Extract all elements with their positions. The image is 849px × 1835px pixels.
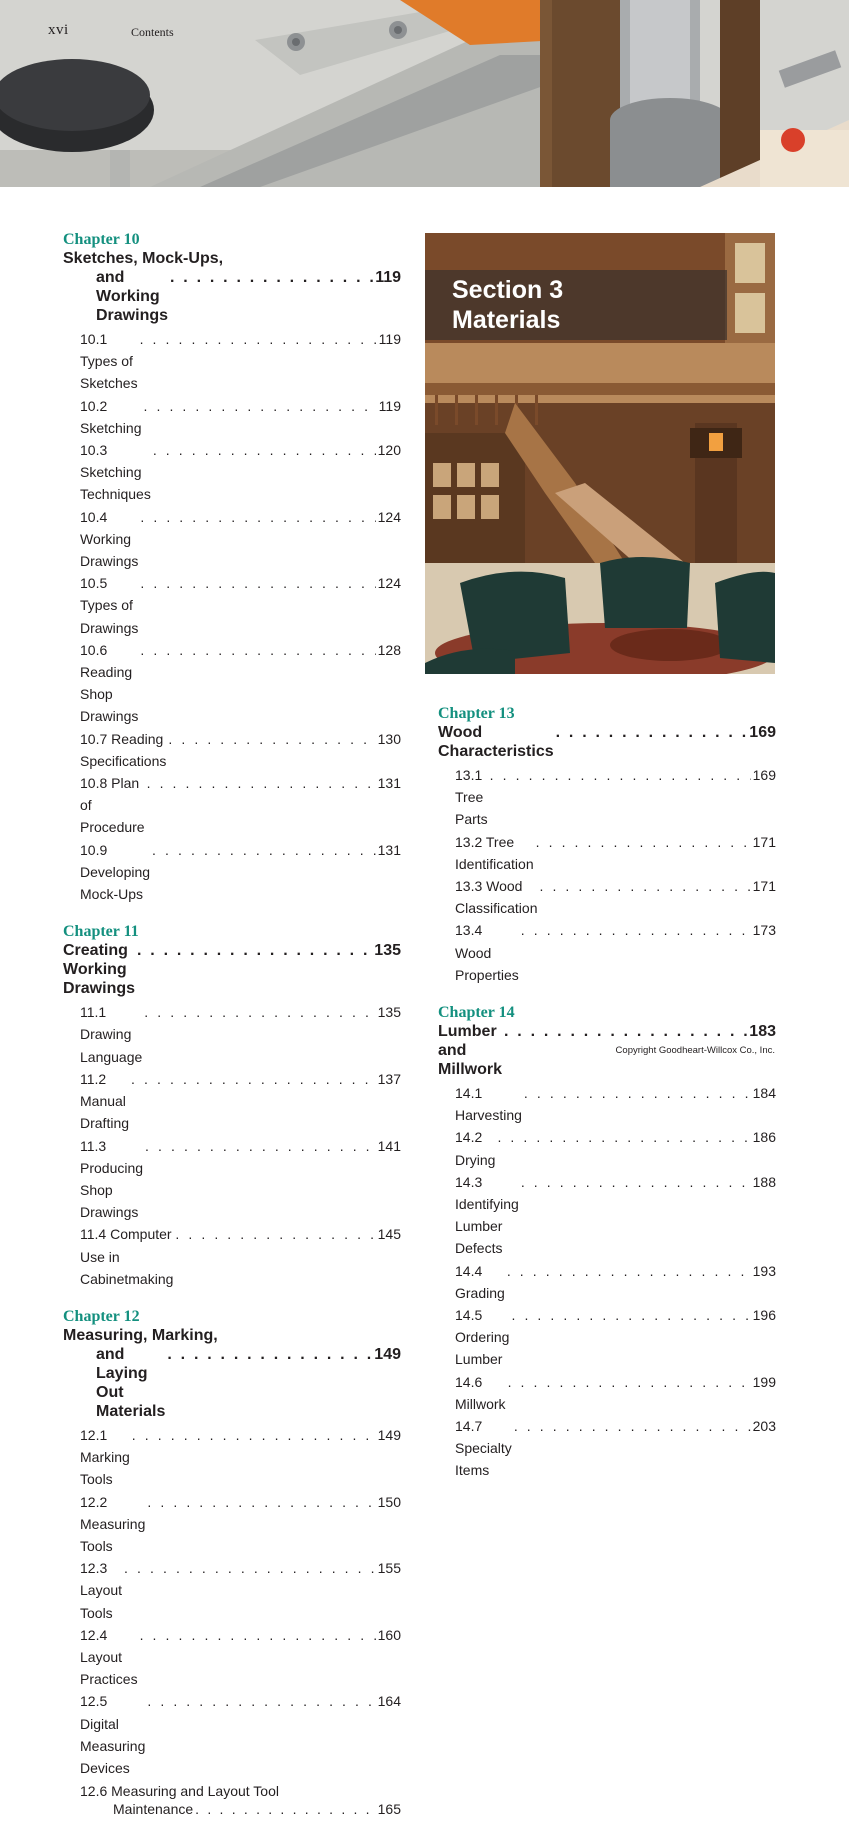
leader-dots xyxy=(524,1082,751,1104)
leader-dots xyxy=(152,839,376,861)
entry-label: 11.2 Manual Drafting xyxy=(80,1070,130,1132)
chapter-title-line1 xyxy=(63,941,401,998)
machinery-illustration xyxy=(0,0,849,187)
toc-entry[interactable] xyxy=(63,1557,401,1624)
chapter-10 xyxy=(63,230,401,905)
entry-label: 14.3 Identifying Lumber Defects xyxy=(455,1173,519,1257)
leader-dots xyxy=(521,919,751,941)
leader-dots xyxy=(504,1022,747,1041)
leader-dots xyxy=(145,1135,376,1157)
leader-dots xyxy=(124,1557,376,1579)
entry-page: 145 xyxy=(377,1226,401,1243)
entry-label: 10.5 Types of Drawings xyxy=(80,575,139,636)
chapter-title-line1 xyxy=(438,723,776,761)
entry-page: 164 xyxy=(377,1693,401,1710)
leader-dots xyxy=(508,1371,751,1393)
toc-entry[interactable] xyxy=(63,439,401,506)
entry-page: 149 xyxy=(377,1426,401,1443)
chapter-number: Chapter 12 xyxy=(63,1307,140,1325)
leader-dots xyxy=(140,572,375,594)
toc-entry[interactable] xyxy=(63,506,401,573)
entry-page: 120 xyxy=(377,442,401,459)
leader-dots xyxy=(140,1624,376,1646)
toc-entry[interactable] xyxy=(438,831,776,875)
entry-page: 165 xyxy=(377,1801,401,1818)
entry-page: 196 xyxy=(752,1307,776,1324)
section-photo xyxy=(425,233,775,674)
entry-label: 14.7 Specialty Items xyxy=(455,1418,512,1479)
section-list xyxy=(63,1424,401,1818)
entry-page: 199 xyxy=(752,1373,776,1390)
leader-dots xyxy=(137,941,372,960)
toc-entry[interactable] xyxy=(63,1624,401,1691)
toc-entry[interactable] xyxy=(63,1424,401,1491)
toc-entry[interactable] xyxy=(438,919,776,986)
entry-label: 13.1 Tree Parts xyxy=(455,767,488,828)
entry-label: 12.4 Layout Practices xyxy=(80,1626,138,1688)
leader-dots xyxy=(175,1223,375,1245)
entry-label: 10.6 Reading Shop Drawings xyxy=(80,641,139,725)
section-title xyxy=(452,275,563,335)
toc-entry[interactable] xyxy=(63,839,401,906)
chapter-title[interactable] xyxy=(63,941,401,998)
toc-entry[interactable] xyxy=(438,1371,776,1415)
chapter-title[interactable] xyxy=(63,1326,401,1421)
toc-entry[interactable] xyxy=(63,395,401,439)
chapter-title-line1: Measuring, Marking, xyxy=(63,1326,218,1344)
entry-page: 193 xyxy=(752,1262,776,1279)
chapter-14 xyxy=(438,1003,776,1482)
entry-label: 12.6 Measuring and Layout Tool xyxy=(80,1783,279,1800)
copyright-notice: Copyright Goodheart-Willcox Co., Inc. xyxy=(615,1045,775,1056)
entry-continuation xyxy=(80,1800,401,1818)
toc-entry[interactable] xyxy=(438,1260,776,1304)
chapter-title-text: Wood Characteristics xyxy=(438,724,554,760)
chapter-title-text: and Laying Out Materials xyxy=(96,1345,166,1420)
entry-label: 11.3 Producing Shop Drawings xyxy=(80,1137,144,1221)
entry-page: 160 xyxy=(377,1626,401,1643)
section-list xyxy=(63,1001,401,1290)
entry-label: 12.5 Digital Measuring Devices xyxy=(80,1693,146,1776)
toc-entry[interactable] xyxy=(438,1171,776,1260)
leader-dots xyxy=(143,395,376,417)
toc-entry[interactable] xyxy=(63,1690,401,1779)
entry-page: 141 xyxy=(377,1137,401,1154)
toc-entry[interactable] xyxy=(63,572,401,639)
chapter-number: Chapter 10 xyxy=(63,231,140,248)
section-list xyxy=(438,764,776,986)
entry-page: 169 xyxy=(752,767,776,783)
entry-label: 10.9 Developing Mock-Ups xyxy=(80,841,151,903)
toc-entry[interactable] xyxy=(63,1135,401,1224)
section-number: Section 3 xyxy=(452,276,564,304)
toc-entry[interactable] xyxy=(63,728,401,772)
toc-entry[interactable] xyxy=(438,764,776,831)
entry-label-cont: Maintenance xyxy=(113,1801,194,1818)
section-name: Materials xyxy=(452,306,561,334)
entry-label: 12.3 Layout Tools xyxy=(80,1560,123,1621)
leader-dots xyxy=(153,439,376,461)
header-photo xyxy=(0,0,849,187)
chapter-number: Chapter 13 xyxy=(438,705,515,722)
chapter-title[interactable] xyxy=(438,723,776,761)
leader-dots xyxy=(514,1415,751,1437)
chapter-title-text: Lumber and Millwork xyxy=(438,1023,503,1079)
leader-dots xyxy=(195,1800,375,1818)
leader-dots xyxy=(147,772,376,794)
entry-page: 171 xyxy=(752,878,776,895)
leader-dots xyxy=(511,1304,750,1326)
toc-entry[interactable] xyxy=(63,1491,401,1558)
entry-label: 14.1 Harvesting xyxy=(455,1085,522,1124)
leader-dots xyxy=(539,875,750,897)
section-list xyxy=(438,1082,776,1482)
entry-label: 10.1 Types of Sketches xyxy=(80,331,138,392)
toc-left-column xyxy=(63,230,401,1835)
chapter-title-line2 xyxy=(63,1345,401,1421)
entry-page: 150 xyxy=(377,1493,401,1510)
toc-entry[interactable] xyxy=(63,639,401,728)
entry-label: 14.2 Drying xyxy=(455,1129,496,1168)
toc-entry[interactable] xyxy=(438,1082,776,1126)
entry-label: 14.4 Grading xyxy=(455,1262,505,1301)
entry-page: 137 xyxy=(377,1070,401,1087)
entry-label: 11.1 Drawing Language xyxy=(80,1004,143,1065)
toc-entry[interactable] xyxy=(63,1068,401,1135)
entry-label: 14.6 Millwork xyxy=(455,1373,506,1412)
entry-page: 130 xyxy=(377,730,401,747)
entry-page: 131 xyxy=(377,775,401,792)
leader-dots xyxy=(497,1126,750,1148)
toc-entry[interactable] xyxy=(63,328,401,395)
entry-page: 124 xyxy=(377,508,401,525)
entry-page: 131 xyxy=(377,841,401,858)
toc-entry-wrapped[interactable] xyxy=(63,1782,401,1818)
entry-page: 119 xyxy=(378,331,401,347)
entry-page: 119 xyxy=(378,397,401,414)
chapter-number: Chapter 11 xyxy=(63,923,139,941)
toc-entry[interactable] xyxy=(438,1304,776,1371)
entry-label: 13.2 Tree Identification xyxy=(455,833,534,872)
entry-label: 10.8 Plan of Procedure xyxy=(80,775,145,836)
chapter-page: 149 xyxy=(374,1345,401,1363)
leader-dots xyxy=(147,1690,375,1712)
leader-dots xyxy=(490,764,751,786)
entry-page: 188 xyxy=(752,1173,776,1190)
leader-dots xyxy=(507,1260,751,1282)
entry-label: 14.5 Ordering Lumber xyxy=(455,1307,510,1368)
entry-page: 124 xyxy=(377,575,401,592)
entry-label: 10.4 Working Drawings xyxy=(80,508,139,570)
entry-page: 173 xyxy=(752,922,776,939)
entry-page: 171 xyxy=(752,833,776,850)
entry-page: 135 xyxy=(377,1004,401,1021)
leader-dots xyxy=(536,831,751,853)
entry-label: 12.2 Measuring Tools xyxy=(80,1493,146,1554)
chapter-page: 183 xyxy=(749,1023,776,1041)
leader-dots xyxy=(556,723,748,742)
running-head: Contents xyxy=(131,25,174,39)
chapter-page: 169 xyxy=(749,724,776,741)
leader-dots xyxy=(144,1001,375,1023)
leader-dots xyxy=(140,328,377,350)
leader-dots xyxy=(132,1424,376,1446)
chapter-number: Chapter 14 xyxy=(438,1004,515,1022)
chapter-13 xyxy=(438,704,776,986)
leader-dots xyxy=(140,506,375,528)
entry-label: 11.4 Computer Use in Cabinetmaking xyxy=(80,1226,174,1287)
entry-page: 186 xyxy=(752,1129,776,1146)
chapter-page: 119 xyxy=(375,269,401,286)
leader-dots xyxy=(147,1491,375,1513)
leader-dots xyxy=(168,728,375,750)
leader-dots xyxy=(521,1171,751,1193)
entry-label: 10.7 Reading Specifications xyxy=(80,730,167,769)
leader-dots xyxy=(140,639,375,661)
toc-entry[interactable] xyxy=(438,1126,776,1170)
chapter-title-text: and Working Drawings xyxy=(96,269,169,324)
entry-page: 128 xyxy=(377,641,401,658)
chapter-title[interactable] xyxy=(63,249,401,325)
toc-entry[interactable] xyxy=(438,1415,776,1482)
entry-page: 203 xyxy=(752,1418,776,1435)
entry-page: 184 xyxy=(752,1085,776,1102)
chapter-title-line1: Sketches, Mock-Ups, xyxy=(63,250,224,267)
chapter-12 xyxy=(63,1307,401,1818)
toc-entry[interactable] xyxy=(63,772,401,839)
entry-page: 155 xyxy=(377,1560,401,1577)
entry-label: 13.4 Wood Properties xyxy=(455,922,519,983)
entry-label: 10.2 Sketching xyxy=(80,397,142,436)
chapter-page: 135 xyxy=(374,942,401,960)
entry-label: 13.3 Wood Classification xyxy=(455,878,538,917)
section-list xyxy=(63,328,401,905)
page-folio: xvi xyxy=(48,22,69,38)
entry-label: 12.1 Marking Tools xyxy=(80,1426,130,1488)
leader-dots xyxy=(167,1345,372,1364)
leader-dots xyxy=(170,268,373,287)
chapter-11 xyxy=(63,922,401,1290)
toc-entry[interactable] xyxy=(63,1001,401,1068)
toc-entry[interactable] xyxy=(63,1223,401,1290)
chapter-title-text: Creating Working Drawings xyxy=(63,942,136,998)
entry-label: 10.3 Sketching Techniques xyxy=(80,442,151,503)
chapter-title-line2 xyxy=(63,268,401,325)
toc-right-column xyxy=(438,704,776,1499)
toc-entry[interactable] xyxy=(438,875,776,919)
